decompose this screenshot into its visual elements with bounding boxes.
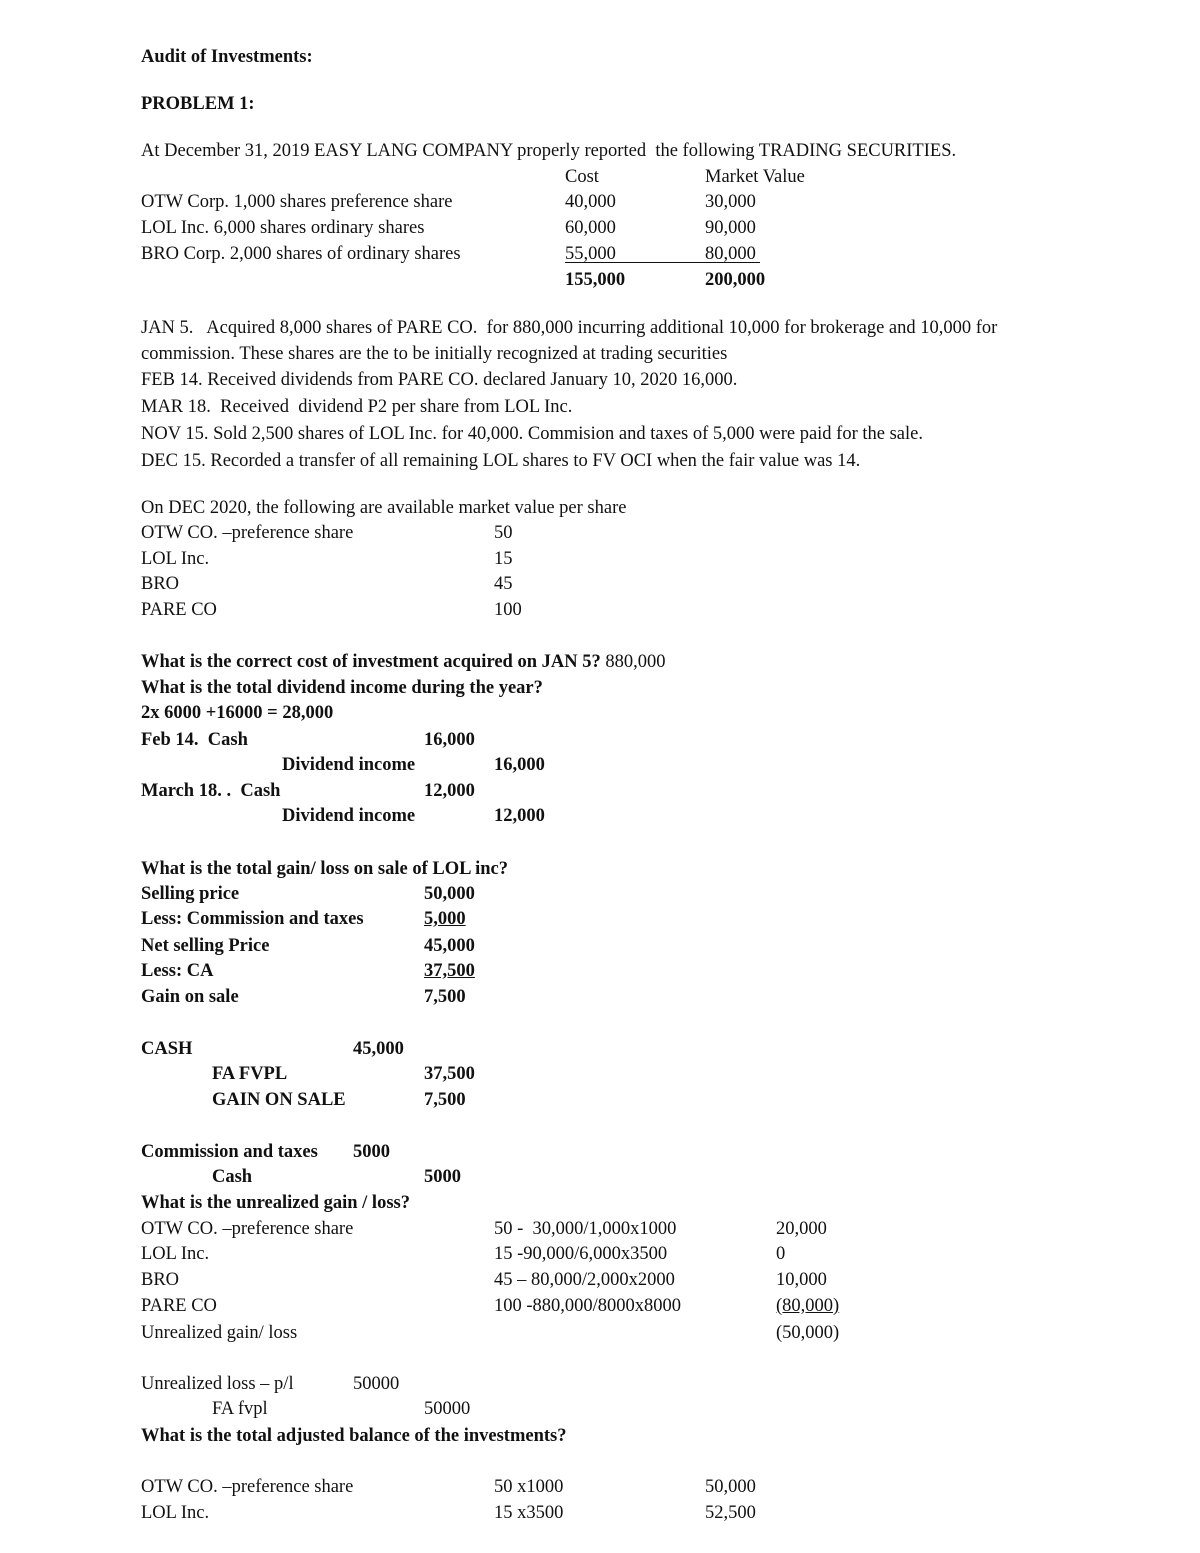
total-cost: 155,000: [565, 270, 626, 290]
security-name: LOL Inc. 6,000 shares ordinary shares: [141, 218, 425, 238]
ug-amount: 0: [776, 1244, 786, 1264]
ug-name: LOL Inc.: [141, 1244, 210, 1264]
calc-value: 5,000: [424, 909, 466, 929]
ug-total-label: Unrealized gain/ loss: [141, 1323, 298, 1343]
calc-label: Less: CA: [141, 961, 214, 981]
entry-credit-amount: 12,000: [494, 806, 545, 826]
transaction-line: MAR 18. Received dividend P2 per share from LOL Inc.: [141, 397, 573, 417]
calc-value: 45,000: [424, 936, 475, 956]
ug-calc: 45 – 80,000/2,000x2000: [494, 1270, 675, 1290]
entry-debit-account: Commission and taxes: [141, 1142, 318, 1162]
balance-amount: 50,000: [705, 1477, 756, 1497]
ug-calc: 50 - 30,000/1,000x1000: [494, 1219, 677, 1239]
entry-debit-amount: 16,000: [424, 730, 475, 750]
market-name: OTW CO. –preference share: [141, 523, 354, 543]
entry-debit-amount: 45,000: [353, 1039, 404, 1059]
ug-amount: (80,000): [776, 1296, 840, 1316]
security-market: 90,000: [705, 218, 756, 238]
intro-text: At December 31, 2019 EASY LANG COMPANY properly reported the following TRADING SECURITIES.: [141, 141, 957, 161]
entry-credit-amount: 16,000: [494, 755, 545, 775]
problem-heading: PROBLEM 1:: [141, 94, 255, 114]
calc-value: 50,000: [424, 884, 475, 904]
question-1: [141, 650, 665, 674]
entry-credit-amount: 37,500: [424, 1064, 475, 1084]
security-market: 80,000: [705, 244, 756, 264]
security-cost: 60,000: [565, 218, 616, 238]
transaction-line: DEC 15. Recorded a transfer of all remaining LOL shares to FV OCI when the fair value was 14.: [141, 451, 861, 471]
balance-name: OTW CO. –preference share: [141, 1477, 354, 1497]
entry-credit-account: GAIN ON SALE: [212, 1090, 346, 1110]
dividend-formula: 2x 6000 +16000 = 28,000: [141, 703, 334, 723]
col-header-cost: Cost: [565, 167, 599, 187]
balance-calc: 50 x1000: [494, 1477, 564, 1497]
ug-name: BRO: [141, 1270, 180, 1290]
security-cost: 40,000: [565, 192, 616, 212]
entry-credit-amount: 7,500: [424, 1090, 466, 1110]
question-2: What is the total dividend income during the year?: [141, 678, 543, 698]
market-value: 15: [494, 549, 513, 569]
calc-value: 37,500: [424, 961, 475, 981]
entry-credit-account: FA FVPL: [212, 1064, 288, 1084]
total-rule: [565, 262, 760, 263]
entry-debit-account: Feb 14. Cash: [141, 730, 248, 750]
col-header-market: Market Value: [705, 167, 805, 187]
ug-name: OTW CO. –preference share: [141, 1219, 354, 1239]
ug-calc: 100 -880,000/8000x8000: [494, 1296, 682, 1316]
transaction-line: NOV 15. Sold 2,500 shares of LOL Inc. for 40,000. Commision and taxes of 5,000 were paid for the sale.: [141, 424, 923, 444]
market-value: 45: [494, 574, 513, 594]
total-market: 200,000: [705, 270, 766, 290]
question-5: What is the total adjusted balance of the investments?: [141, 1426, 567, 1446]
calc-label: Selling price: [141, 884, 240, 904]
security-market: 30,000: [705, 192, 756, 212]
ug-total: (50,000): [776, 1323, 840, 1343]
entry-credit-amount: 50000: [424, 1399, 471, 1419]
balance-name: LOL Inc.: [141, 1503, 210, 1523]
ug-amount: 10,000: [776, 1270, 827, 1290]
entry-credit-account: Cash: [212, 1167, 253, 1187]
market-name: BRO: [141, 574, 180, 594]
entry-credit-amount: 5000: [424, 1167, 461, 1187]
answer-text: 880,000: [605, 652, 666, 672]
balance-calc: 15 x3500: [494, 1503, 564, 1523]
question-text: What is the correct cost of investment acquired on JAN 5?: [141, 652, 601, 672]
market-value: 100: [494, 600, 522, 620]
security-name: OTW Corp. 1,000 shares preference share: [141, 192, 453, 212]
calc-label: Gain on sale: [141, 987, 239, 1007]
transaction-line: JAN 5. Acquired 8,000 shares of PARE CO. for 880,000 incurring additional 10,000 for brokerage and 10,000 for: [141, 318, 998, 338]
transaction-line: FEB 14. Received dividends from PARE CO. declared January 10, 2020 16,000.: [141, 370, 738, 390]
question-4: What is the unrealized gain / loss?: [141, 1193, 410, 1213]
doc-title: Audit of Investments:: [141, 47, 313, 67]
market-intro: On DEC 2020, the following are available market value per share: [141, 498, 627, 518]
entry-credit-account: FA fvpl: [212, 1399, 268, 1419]
calc-label: Less: Commission and taxes: [141, 909, 364, 929]
question-3: What is the total gain/ loss on sale of LOL inc?: [141, 859, 508, 879]
entry-debit-account: March 18. . Cash: [141, 781, 281, 801]
market-name: PARE CO: [141, 600, 217, 620]
entry-credit-account: Dividend income: [282, 755, 416, 775]
entry-debit-amount: 5000: [353, 1142, 390, 1162]
entry-credit-account: Dividend income: [282, 806, 416, 826]
security-name: BRO Corp. 2,000 shares of ordinary shares: [141, 244, 461, 264]
entry-debit-account: CASH: [141, 1039, 193, 1059]
entry-debit-amount: 12,000: [424, 781, 475, 801]
transaction-line: commission. These shares are the to be initially recognized at trading securities: [141, 344, 728, 364]
calc-label: Net selling Price: [141, 936, 270, 956]
ug-amount: 20,000: [776, 1219, 827, 1239]
security-cost: 55,000: [565, 244, 616, 264]
entry-debit-amount: 50000: [353, 1374, 400, 1394]
calc-value: 7,500: [424, 987, 466, 1007]
ug-calc: 15 -90,000/6,000x3500: [494, 1244, 668, 1264]
market-name: LOL Inc.: [141, 549, 210, 569]
entry-debit-account: Unrealized loss – p/l: [141, 1374, 294, 1394]
ug-name: PARE CO: [141, 1296, 217, 1316]
balance-amount: 52,500: [705, 1503, 756, 1523]
market-value: 50: [494, 523, 513, 543]
